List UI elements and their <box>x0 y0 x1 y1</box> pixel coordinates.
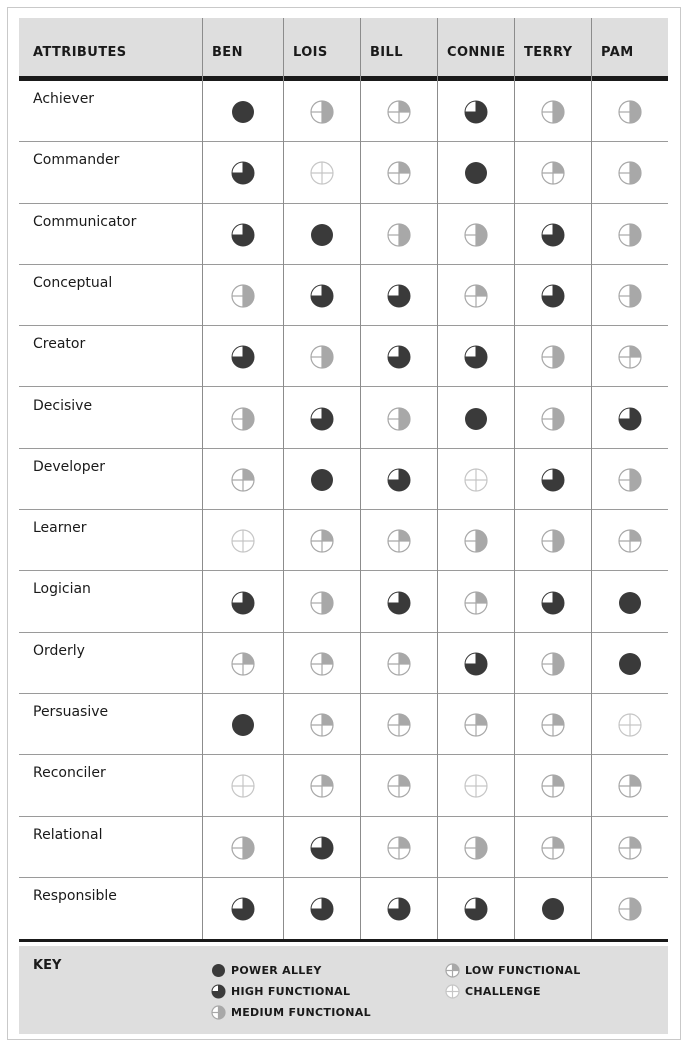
low-rating-icon <box>541 161 565 185</box>
low-rating-icon <box>464 591 488 615</box>
table-row <box>19 326 668 387</box>
low-rating-icon <box>541 774 565 798</box>
attribute-label: Creator <box>33 336 86 353</box>
low-rating-icon <box>310 529 334 553</box>
high-rating-icon <box>387 591 411 615</box>
medium-rating-icon <box>541 407 565 431</box>
column-header-connie: CONNIE <box>447 45 506 60</box>
challenge-icon <box>445 984 460 999</box>
power-rating-icon <box>618 652 642 676</box>
table-row <box>19 142 668 203</box>
medium-rating-icon <box>310 100 334 124</box>
table-row <box>19 633 668 694</box>
high-rating-icon <box>310 407 334 431</box>
medium-rating-icon <box>618 161 642 185</box>
power-rating-icon <box>541 897 565 921</box>
high-rating-icon <box>231 591 255 615</box>
medium-rating-icon <box>618 468 642 492</box>
power-rating-icon <box>231 100 255 124</box>
power-rating-icon <box>464 407 488 431</box>
high-rating-icon <box>618 407 642 431</box>
table-row <box>19 204 668 265</box>
table-row <box>19 755 668 816</box>
power-alley-icon <box>211 963 226 978</box>
column-header-bill: BILL <box>370 45 403 60</box>
attribute-label: Orderly <box>33 642 85 659</box>
low-rating-icon <box>387 713 411 737</box>
column-divider <box>437 18 438 939</box>
medium-rating-icon <box>464 223 488 247</box>
low-rating-icon <box>231 468 255 492</box>
medium-rating-icon <box>618 223 642 247</box>
low-rating-icon <box>464 284 488 308</box>
power-rating-icon <box>231 713 255 737</box>
power-rating-icon <box>618 591 642 615</box>
attribute-label: Logician <box>33 581 91 598</box>
medium-rating-icon <box>541 100 565 124</box>
high-rating-icon <box>231 161 255 185</box>
low-rating-icon <box>387 774 411 798</box>
low-rating-icon <box>310 774 334 798</box>
low-rating-icon <box>387 652 411 676</box>
table-row <box>19 694 668 755</box>
low-rating-icon <box>387 161 411 185</box>
medium-rating-icon <box>618 284 642 308</box>
column-header-pam: PAM <box>601 45 634 60</box>
challenge-rating-icon <box>231 774 255 798</box>
column-divider <box>591 18 592 939</box>
high-rating-icon <box>541 468 565 492</box>
column-divider <box>202 18 203 939</box>
medium-rating-icon <box>231 284 255 308</box>
column-divider <box>514 18 515 939</box>
low-rating-icon <box>618 529 642 553</box>
challenge-rating-icon <box>618 713 642 737</box>
low-rating-icon <box>310 713 334 737</box>
high-rating-icon <box>464 100 488 124</box>
column-divider <box>360 18 361 939</box>
footer-divider <box>19 939 668 942</box>
medium-rating-icon <box>387 223 411 247</box>
high-rating-icon <box>310 836 334 860</box>
medium-rating-icon <box>618 100 642 124</box>
high-rating-icon <box>464 652 488 676</box>
high-rating-icon <box>541 284 565 308</box>
medium-rating-icon <box>541 529 565 553</box>
table-row <box>19 449 668 510</box>
attribute-label: Relational <box>33 826 103 843</box>
high-rating-icon <box>387 468 411 492</box>
challenge-rating-icon <box>464 774 488 798</box>
key-label: LOW FUNCTIONAL <box>465 964 581 977</box>
medium-rating-icon <box>387 407 411 431</box>
high-rating-icon <box>464 345 488 369</box>
column-header-ben: BEN <box>212 45 243 60</box>
low-functional-icon <box>445 963 460 978</box>
attribute-label: Commander <box>33 152 120 169</box>
high-rating-icon <box>310 897 334 921</box>
high-rating-icon <box>387 897 411 921</box>
high-rating-icon <box>541 223 565 247</box>
challenge-rating-icon <box>231 529 255 553</box>
high-rating-icon <box>387 345 411 369</box>
attribute-label: Achiever <box>33 91 95 107</box>
medium-rating-icon <box>310 591 334 615</box>
low-rating-icon <box>464 713 488 737</box>
attribute-label: Decisive <box>33 397 93 414</box>
low-rating-icon <box>387 836 411 860</box>
medium-rating-icon <box>541 652 565 676</box>
key-label: CHALLENGE <box>465 985 541 998</box>
high-rating-icon <box>464 897 488 921</box>
attribute-label: Learner <box>33 520 87 537</box>
column-header-terry: TERRY <box>524 45 573 60</box>
low-rating-icon <box>541 836 565 860</box>
key-label: HIGH FUNCTIONAL <box>231 985 351 998</box>
medium-functional-icon <box>211 1005 226 1020</box>
table-row <box>19 265 668 326</box>
attribute-label: Developer <box>33 458 106 475</box>
key-label: MEDIUM FUNCTIONAL <box>231 1006 371 1019</box>
medium-rating-icon <box>464 529 488 553</box>
medium-rating-icon <box>618 897 642 921</box>
table-row <box>19 817 668 878</box>
high-rating-icon <box>541 591 565 615</box>
high-rating-icon <box>387 284 411 308</box>
column-header-attributes: ATTRIBUTES <box>33 45 127 60</box>
high-rating-icon <box>231 345 255 369</box>
table-row <box>19 510 668 571</box>
table-row <box>19 388 668 449</box>
key-label: POWER ALLEY <box>231 964 322 977</box>
medium-rating-icon <box>464 836 488 860</box>
high-rating-icon <box>231 223 255 247</box>
column-divider <box>283 18 284 939</box>
low-rating-icon <box>618 774 642 798</box>
low-rating-icon <box>387 100 411 124</box>
low-rating-icon <box>541 713 565 737</box>
high-functional-icon <box>211 984 226 999</box>
key-title: KEY <box>33 958 62 973</box>
challenge-rating-icon <box>310 161 334 185</box>
challenge-rating-icon <box>464 468 488 492</box>
power-rating-icon <box>310 223 334 247</box>
table-row <box>19 571 668 632</box>
medium-rating-icon <box>310 345 334 369</box>
attribute-label: Responsible <box>33 887 117 904</box>
power-rating-icon <box>310 468 334 492</box>
high-rating-icon <box>310 284 334 308</box>
medium-rating-icon <box>231 407 255 431</box>
attribute-label: Communicator <box>33 213 137 230</box>
low-rating-icon <box>231 652 255 676</box>
low-rating-icon <box>387 529 411 553</box>
column-header-lois: LOIS <box>293 45 328 60</box>
table-row <box>19 81 668 142</box>
low-rating-icon <box>618 345 642 369</box>
low-rating-icon <box>618 836 642 860</box>
medium-rating-icon <box>231 836 255 860</box>
power-rating-icon <box>464 161 488 185</box>
attribute-label: Reconciler <box>33 765 106 782</box>
table-row <box>19 878 668 939</box>
high-rating-icon <box>231 897 255 921</box>
medium-rating-icon <box>541 345 565 369</box>
low-rating-icon <box>310 652 334 676</box>
attribute-label: Conceptual <box>33 274 113 291</box>
attribute-label: Persuasive <box>33 704 109 720</box>
key-legend <box>19 946 668 1034</box>
